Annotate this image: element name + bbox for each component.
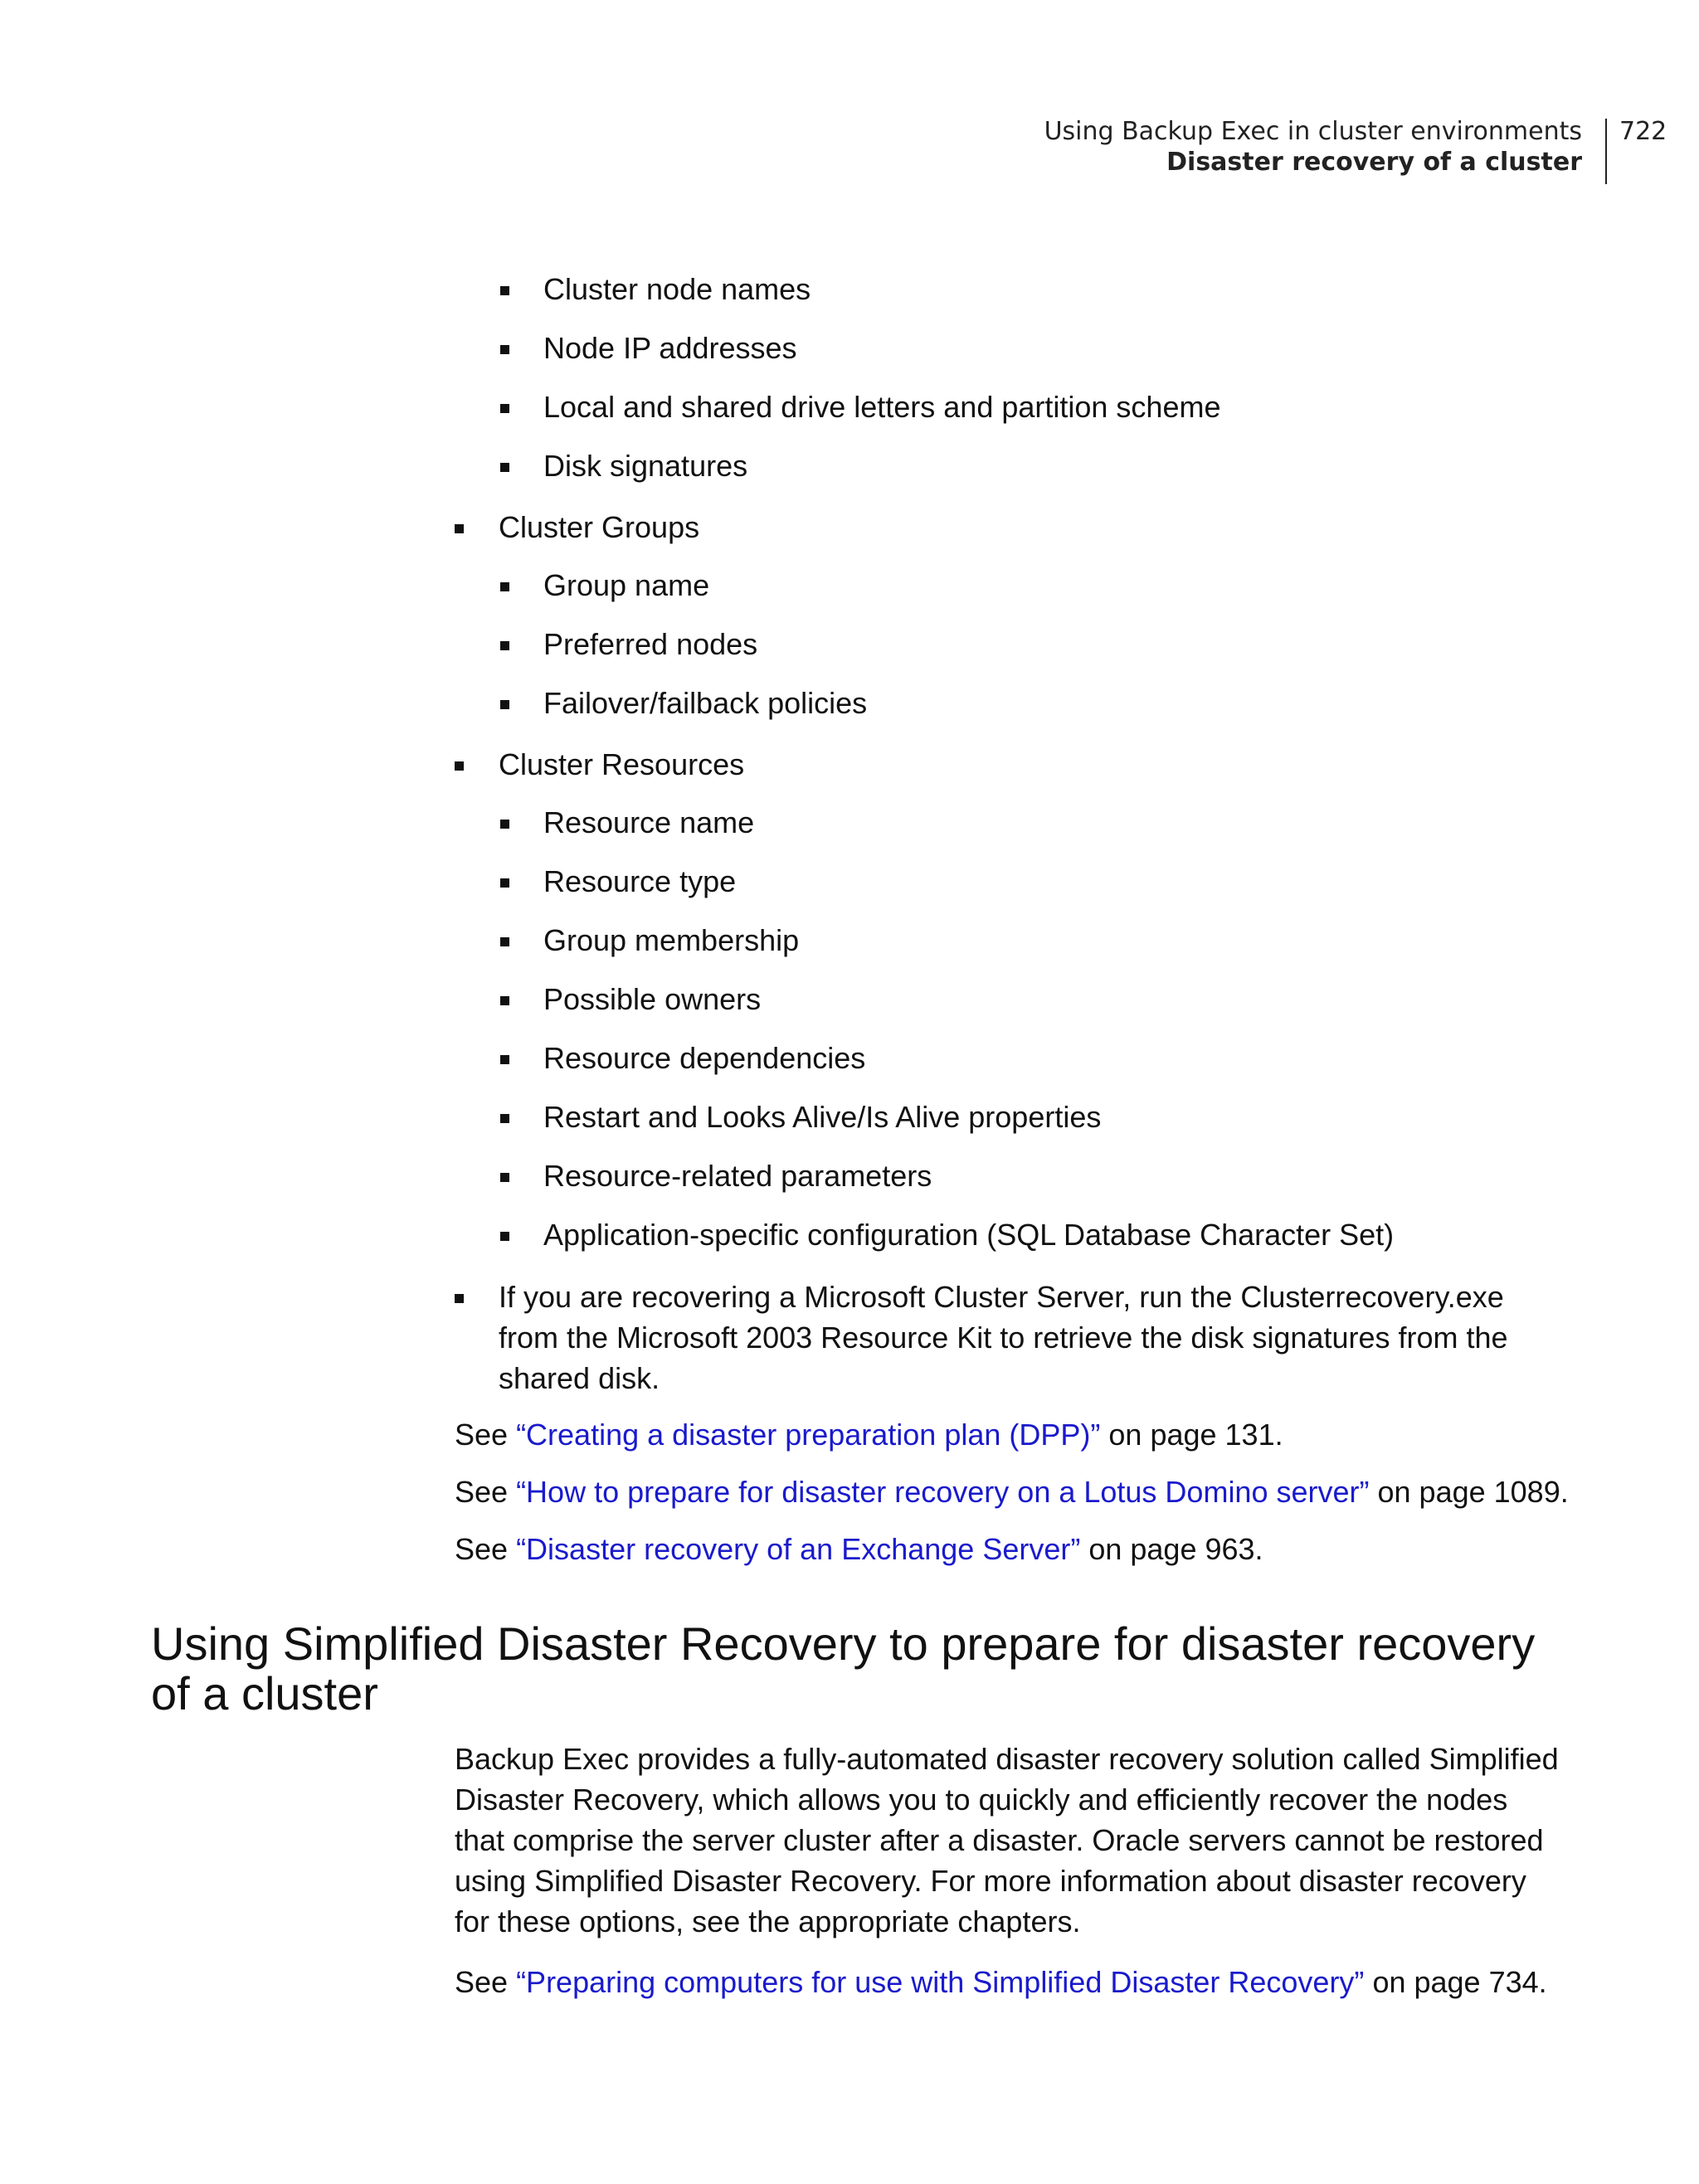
see-suffix: on page 1089. [1369,1475,1569,1509]
bullet-icon [455,1294,464,1303]
section-heading-line: of a cluster [151,1667,378,1719]
list-item: Resource dependencies [543,1041,866,1075]
list-item: Possible owners [543,982,762,1016]
see-prefix: See [455,1475,517,1509]
see-also-reference [455,1529,1263,1569]
list-item: Preferred nodes [543,627,758,661]
bullet-icon [500,345,509,354]
link-creating-dpp[interactable]: “Creating a disaster preparation plan (DPP)” [516,1418,1101,1452]
link-exchange-server[interactable]: “Disaster recovery of an Exchange Server” [516,1532,1081,1566]
bullet-icon [500,641,509,650]
see-also-reference [455,1962,1547,2002]
list-item-line: shared disk. [499,1361,660,1395]
bullet-icon [500,996,509,1005]
list-item: Failover/failback policies [543,686,868,720]
list-item: Cluster node names [543,272,811,306]
body-line: using Simplified Disaster Recovery. For more information about disaster recovery [455,1864,1526,1898]
bullet-icon [455,761,464,771]
bullet-icon [500,820,509,829]
link-preparing-computers-sdr[interactable]: “Preparing computers for use with Simplified Disaster Recovery” [516,1965,1365,1999]
list-item: Local and shared drive letters and partition scheme [543,390,1221,424]
bullet-icon [500,1173,509,1182]
section-heading [151,1619,1561,1719]
see-suffix: on page 963. [1080,1532,1263,1566]
chapter-title: Using Backup Exec in cluster environments [1044,117,1582,146]
bullet-icon [500,1114,509,1123]
list-item-line: If you are recovering a Microsoft Cluster Server, run the Clusterrecovery.exe [499,1280,1504,1314]
body-line: that comprise the server cluster after a disaster. Oracle servers cannot be restored [455,1823,1544,1857]
see-also-reference [455,1471,1569,1512]
bullet-icon [500,1055,509,1064]
bullet-icon [500,878,509,888]
section-heading-line: Using Simplified Disaster Recovery to prepare for disaster recovery [151,1617,1536,1670]
bullet-icon [500,1232,509,1241]
see-prefix: See [455,1965,517,1999]
list-item: Resource name [543,805,755,839]
see-suffix: on page 734. [1364,1965,1547,1999]
list-item: Node IP addresses [543,331,797,365]
list-item-line: from the Microsoft 2003 Resource Kit to retrieve the disk signatures from the [499,1321,1508,1355]
page-number: 722 [1619,117,1667,146]
body-line: for these options, see the appropriate chapters. [455,1904,1081,1938]
list-item: Group name [543,568,710,602]
list-item: Disk signatures [543,449,748,483]
see-prefix: See [455,1418,517,1452]
body-line: Backup Exec provides a fully-automated disaster recovery solution called Simplified [455,1742,1559,1776]
see-prefix: See [455,1532,517,1566]
bullet-icon [455,524,464,533]
bullet-icon [500,463,509,472]
body-paragraph [455,1739,1559,1942]
list-item-cluster-resources: Cluster Resources [499,747,745,781]
section-title: Disaster recovery of a cluster [1166,148,1582,177]
bullet-icon [500,582,509,591]
see-also-reference [455,1414,1283,1455]
bullet-icon [500,700,509,709]
list-item: Resource type [543,864,737,898]
bullet-icon [500,937,509,946]
link-lotus-domino[interactable]: “How to prepare for disaster recovery on a Lotus Domino server” [516,1475,1370,1509]
body-line: Disaster Recovery, which allows you to quickly and efficiently recover the nodes [455,1783,1508,1817]
list-item: Restart and Looks Alive/Is Alive properties [543,1100,1102,1134]
see-suffix: on page 131. [1100,1418,1283,1452]
bullet-icon [500,404,509,413]
bullet-icon [500,286,509,295]
list-item: Resource-related parameters [543,1159,932,1193]
header-divider [1605,119,1607,184]
list-item: Group membership [543,923,800,957]
list-item: Application-specific configuration (SQL Database Character Set) [543,1218,1395,1252]
header-text [1044,116,1582,178]
list-item-cluster-groups: Cluster Groups [499,510,700,544]
